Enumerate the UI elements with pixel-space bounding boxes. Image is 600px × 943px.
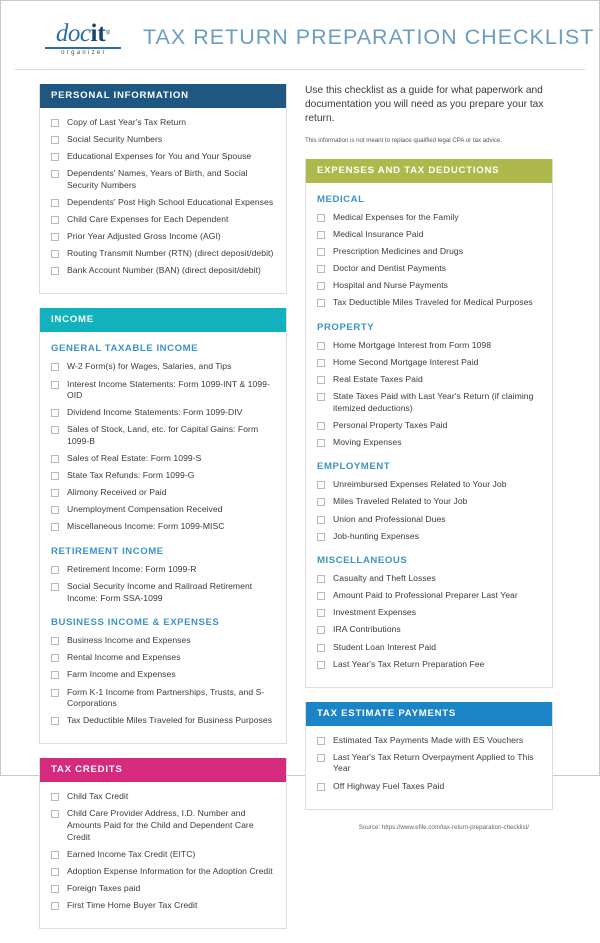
checklist-item[interactable] — [317, 624, 541, 636]
checkbox-icon[interactable] — [51, 363, 59, 371]
checklist-item[interactable] — [51, 265, 275, 277]
checklist-item[interactable] — [317, 229, 541, 241]
checkbox-icon[interactable] — [317, 575, 325, 583]
checklist-item-label: Amount Paid to Professional Preparer Last Year — [333, 590, 518, 601]
checklist-item-label: Unemployment Compensation Received — [67, 504, 223, 515]
checklist-item[interactable] — [51, 521, 275, 533]
disclaimer-text: This information is not meant to replace qualified legal CPA or tax advice. — [305, 136, 503, 144]
checkbox-icon[interactable] — [51, 810, 59, 818]
checklist-item-label: Social Security Numbers — [67, 134, 163, 145]
checkbox-icon[interactable] — [51, 583, 59, 591]
checkbox-icon[interactable] — [51, 885, 59, 893]
checklist-item-label: Miscellaneous Income: Form 1099-MISC — [67, 521, 225, 532]
checkbox-icon[interactable] — [317, 393, 325, 401]
checklist-item-label: Doctor and Dentist Payments — [333, 262, 447, 273]
checklist-item-label: Home Second Mortgage Interest Paid — [333, 356, 479, 367]
checklist-item-label: Business Income and Expenses — [67, 635, 191, 646]
subsection-header: RETIREMENT INCOME — [51, 545, 164, 557]
checklist-item[interactable] — [317, 297, 541, 309]
checklist-item[interactable] — [317, 752, 541, 775]
checklist-item[interactable] — [51, 883, 275, 895]
checklist-item-label: Personal Property Taxes Paid — [333, 419, 448, 430]
checklist-item-label: Copy of Last Year's Tax Return — [67, 117, 187, 127]
checkbox-icon[interactable] — [51, 409, 59, 417]
checklist-item-label: Tax Deductible Miles Traveled for Medical Purposes — [333, 297, 533, 308]
checklist-item[interactable] — [317, 391, 541, 414]
checklist-item-label: Hospital and Nurse Payments — [333, 279, 449, 290]
checklist-item[interactable] — [51, 504, 275, 516]
checklist-item-label: Dividend Income Statements: Form 1099-DIV — [67, 407, 243, 418]
section-income — [39, 308, 287, 744]
checklist-item[interactable] — [51, 361, 275, 373]
checklist-item-label: Foreign Taxes paid — [67, 882, 141, 893]
page-header — [15, 11, 595, 63]
checklist-item-label: Unreimbursed Expenses Related to Your Job — [333, 479, 507, 490]
checkbox-icon[interactable] — [51, 851, 59, 859]
checklist-item[interactable] — [51, 564, 275, 576]
logo-divider — [45, 47, 121, 49]
checklist-item[interactable] — [51, 168, 275, 191]
checklist-item[interactable] — [317, 420, 541, 432]
checkbox-icon[interactable] — [51, 426, 59, 434]
checklist-item-label: Alimony Received or Paid — [67, 487, 167, 498]
checkbox-icon[interactable] — [51, 671, 59, 679]
checkbox-icon[interactable] — [317, 282, 325, 290]
checkbox-icon[interactable] — [317, 439, 325, 447]
section-expenses — [305, 159, 553, 688]
section-body-income — [40, 332, 286, 743]
checkbox-icon[interactable] — [51, 523, 59, 531]
logo-word-it: it — [90, 19, 106, 47]
checklist-item-label: Educational Expenses for You and Your Spouse — [67, 151, 252, 162]
checkbox-icon[interactable] — [317, 265, 325, 273]
section-body-expenses — [306, 183, 552, 687]
checklist-item[interactable] — [51, 635, 275, 647]
section-personal-information — [39, 84, 287, 294]
checkbox-icon[interactable] — [51, 489, 59, 497]
checklist-item-label: Medical Expenses for the Family — [333, 211, 459, 222]
checklist-item-label: Sales of Real Estate: Form 1099-S — [67, 453, 202, 463]
checklist-item[interactable] — [317, 263, 541, 275]
checklist-item-label: First Time Home Buyer Tax Credit — [67, 899, 198, 910]
checklist-item-label: Rental Income and Expenses — [67, 652, 181, 663]
checkbox-icon[interactable] — [317, 592, 325, 600]
checklist-item[interactable] — [317, 642, 541, 654]
groups-income — [51, 343, 275, 726]
checklist-item[interactable] — [317, 340, 541, 352]
subsection-header: EMPLOYMENT — [317, 461, 391, 473]
section-header-personal-information: PERSONAL INFORMATION — [40, 84, 286, 108]
intro-text: Use this checklist as a guide for what paperwork and documentation you will need as you prepare your tax return. — [305, 85, 544, 125]
checklist-item[interactable] — [51, 453, 275, 465]
checklist-item-label: Social Security Income and Railroad Retirement Income: Form SSA-1099 — [67, 581, 253, 603]
checkbox-icon[interactable] — [317, 342, 325, 350]
checkbox-icon[interactable] — [51, 717, 59, 725]
checkbox-icon[interactable] — [51, 689, 59, 697]
checklist-item-label: Interest Income Statements: Form 1099-INT & 1099-OID — [67, 378, 270, 401]
checklist-item[interactable] — [51, 197, 275, 209]
checklist-item[interactable] — [51, 487, 275, 499]
checklist-item[interactable] — [317, 735, 541, 747]
checkbox-icon[interactable] — [317, 481, 325, 489]
checkbox-icon[interactable] — [317, 737, 325, 745]
section-tax-credits — [39, 758, 287, 929]
checklist-item[interactable] — [51, 379, 275, 402]
checkbox-icon[interactable] — [51, 250, 59, 258]
checkbox-icon[interactable] — [317, 422, 325, 430]
docit-logo — [39, 21, 127, 56]
checkbox-icon[interactable] — [51, 654, 59, 662]
section-body-tax-estimate-payments — [306, 726, 552, 809]
registered-trademark-icon: ® — [105, 30, 111, 37]
checklist-item-label: Moving Expenses — [333, 436, 402, 447]
checkbox-icon[interactable] — [51, 170, 59, 178]
checklist-item-label: Child Care Provider Address, I.D. Number and Amounts Paid for the Child and Dependent Care Credit — [67, 808, 254, 842]
left-column — [39, 84, 287, 943]
checklist-item-label: IRA Contributions — [333, 624, 401, 635]
page-title: TAX RETURN PREPARATION CHECKLIST — [143, 24, 595, 49]
checklist-item-label: Child Tax Credit — [67, 791, 129, 802]
checklist-item[interactable] — [51, 669, 275, 681]
checklist-item-label: Retirement Income: Form 1099-R — [67, 563, 197, 574]
subsection-header: GENERAL TAXABLE INCOME — [51, 343, 199, 355]
groups-expenses — [317, 194, 541, 671]
checklist-item-label: Prior Year Adjusted Gross Income (AGI) — [67, 231, 221, 242]
checklist-item-label: Earned Income Tax Credit (EITC) — [67, 848, 196, 859]
checklist-item[interactable] — [51, 581, 275, 604]
checkbox-icon[interactable] — [51, 381, 59, 389]
checklist-item[interactable] — [317, 437, 541, 449]
section-tax-estimate-payments — [305, 702, 553, 810]
checklist-item[interactable] — [317, 280, 541, 292]
logo-tagline: organizer — [61, 49, 107, 56]
source-attribution: Source: https://www.efile.com/tax-return-preparation-checklist/ — [358, 823, 529, 831]
checkbox-icon[interactable] — [51, 566, 59, 574]
checklist-item[interactable] — [317, 496, 541, 508]
checkbox-icon[interactable] — [317, 299, 325, 307]
section-header-income: INCOME — [40, 308, 286, 332]
checklist-item-label: Sales of Stock, Land, etc. for Capital Gains: Form 1099-B — [67, 424, 259, 446]
checklist-item[interactable] — [317, 531, 541, 543]
checklist-item[interactable] — [51, 407, 275, 419]
checkbox-icon[interactable] — [51, 455, 59, 463]
checklist-item[interactable] — [317, 659, 541, 671]
checklist-item[interactable] — [51, 791, 275, 803]
checklist-item-label: Job-hunting Expenses — [333, 530, 420, 541]
checklist-item-label: Last Year's Tax Return Overpayment Applied to This Year — [333, 751, 534, 774]
checklist-item[interactable] — [317, 514, 541, 526]
checklist-item-label: Tax Deductible Miles Traveled for Business Purposes — [67, 715, 273, 726]
checklist-item-label: Student Loan Interest Paid — [333, 641, 437, 652]
checkbox-icon[interactable] — [317, 533, 325, 541]
checklist-item[interactable] — [317, 573, 541, 585]
checklist-item-label: Estimated Tax Payments Made with ES Vouchers — [333, 734, 524, 745]
checklist-item-label: W-2 Form(s) for Wages, Salaries, and Tips — [67, 361, 232, 372]
checklist-item-label: State Taxes Paid with Last Year's Return (if claiming itemized deductions) — [333, 390, 534, 413]
section-header-tax-estimate-payments: TAX ESTIMATE PAYMENTS — [306, 702, 552, 726]
checklist-item-label: Adoption Expense Information for the Adoption Credit — [67, 865, 273, 876]
checklist-item-label: Union and Professional Dues — [333, 513, 446, 524]
checklist-item[interactable] — [317, 479, 541, 491]
checklist-personal-information — [51, 117, 275, 277]
checkbox-icon[interactable] — [51, 267, 59, 275]
checkbox-icon[interactable] — [51, 868, 59, 876]
checklist-item[interactable] — [51, 248, 275, 260]
checklist-item[interactable] — [51, 214, 275, 226]
checklist-item[interactable] — [51, 470, 275, 482]
subsection-header: BUSINESS INCOME & EXPENSES — [51, 617, 220, 629]
checklist-item-label: Last Year's Tax Return Preparation Fee — [333, 658, 485, 669]
checkbox-icon[interactable] — [51, 233, 59, 241]
checklist-item-label: Bank Account Number (BAN) (direct deposit/debit) — [67, 265, 261, 276]
page-inner — [15, 11, 595, 910]
content-columns — [15, 70, 585, 943]
checklist-item-label: Casualty and Theft Losses — [333, 573, 436, 584]
checklist-item[interactable] — [51, 134, 275, 146]
checkbox-icon[interactable] — [317, 498, 325, 506]
checkbox-icon[interactable] — [317, 248, 325, 256]
checkbox-icon[interactable] — [51, 153, 59, 161]
checkbox-icon[interactable] — [317, 516, 325, 524]
checkbox-icon[interactable] — [51, 119, 59, 127]
checkbox-icon[interactable] — [317, 214, 325, 222]
checklist-item[interactable] — [51, 424, 275, 447]
checkbox-icon[interactable] — [317, 644, 325, 652]
checklist-item[interactable] — [317, 607, 541, 619]
subsection-header: MEDICAL — [317, 193, 365, 205]
section-body-personal-information — [40, 108, 286, 293]
checklist-tax-estimate-payments — [317, 735, 541, 792]
checklist-item[interactable] — [51, 866, 275, 878]
checklist-item-label: Miles Traveled Related to Your Job — [333, 496, 468, 507]
checklist-item[interactable] — [51, 652, 275, 664]
checklist-item[interactable] — [317, 246, 541, 258]
checkbox-icon[interactable] — [51, 793, 59, 801]
checkbox-icon[interactable] — [317, 754, 325, 762]
section-header-tax-credits: TAX CREDITS — [40, 758, 286, 782]
checklist-item[interactable] — [51, 900, 275, 912]
checklist-item[interactable] — [51, 849, 275, 861]
checklist-item-label: Medical Insurance Paid — [333, 228, 424, 239]
checklist-item[interactable] — [51, 151, 275, 163]
checkbox-icon[interactable] — [317, 231, 325, 239]
checklist-item-label: Prescription Medicines and Drugs — [333, 245, 464, 256]
checkbox-icon[interactable] — [317, 783, 325, 791]
checkbox-icon[interactable] — [317, 359, 325, 367]
checkbox-icon[interactable] — [51, 136, 59, 144]
checkbox-icon[interactable] — [317, 376, 325, 384]
checklist-item-label: Form K-1 Income from Partnerships, Trusts, and S-Corporations — [67, 686, 265, 709]
checklist-item[interactable] — [317, 781, 541, 793]
subsection-header: PROPERTY — [317, 321, 375, 333]
checklist-item[interactable] — [51, 117, 275, 129]
checklist-item[interactable] — [317, 357, 541, 369]
checkbox-icon[interactable] — [51, 637, 59, 645]
checklist-item[interactable] — [51, 687, 275, 710]
checkbox-icon[interactable] — [317, 626, 325, 634]
checklist-item-label: Investment Expenses — [333, 607, 417, 618]
checklist-item-label: Routing Transmit Number (RTN) (direct deposit/debit) — [67, 248, 274, 259]
checkbox-icon[interactable] — [51, 902, 59, 910]
checkbox-icon[interactable] — [317, 609, 325, 617]
checklist-item-label: Dependents' Names, Years of Birth, and Social Security Numbers — [67, 168, 248, 190]
checklist-item[interactable] — [317, 590, 541, 602]
checklist-item-label: Dependents' Post High School Educational Expenses — [67, 196, 274, 207]
checklist-item[interactable] — [317, 212, 541, 224]
checklist-item-label: Real Estate Taxes Paid — [333, 373, 423, 384]
checklist-item-label: Home Mortgage Interest from Form 1098 — [333, 339, 492, 350]
checklist-item[interactable] — [51, 715, 275, 727]
checkbox-icon[interactable] — [317, 661, 325, 669]
checklist-item-label: Off Highway Fuel Taxes Paid — [333, 780, 445, 791]
checklist-item-label: Child Care Expenses for Each Dependent — [67, 214, 229, 225]
logo-word-doc: doc — [55, 19, 91, 47]
checkbox-icon[interactable] — [51, 506, 59, 514]
subsection-header: MISCELLANEOUS — [317, 555, 408, 567]
section-header-expenses: EXPENSES AND TAX DEDUCTIONS — [306, 159, 552, 183]
checklist-item-label: Farm Income and Expenses — [67, 669, 176, 680]
checkbox-icon[interactable] — [51, 472, 59, 480]
right-column — [305, 84, 553, 943]
checkbox-icon[interactable] — [51, 216, 59, 224]
checklist-tax-credits — [51, 791, 275, 911]
checklist-item[interactable] — [51, 231, 275, 243]
checklist-item[interactable] — [317, 374, 541, 386]
checklist-item-label: State Tax Refunds: Form 1099-G — [67, 470, 195, 481]
checkbox-icon[interactable] — [51, 199, 59, 207]
section-body-tax-credits — [40, 782, 286, 928]
checklist-item[interactable] — [51, 808, 275, 843]
